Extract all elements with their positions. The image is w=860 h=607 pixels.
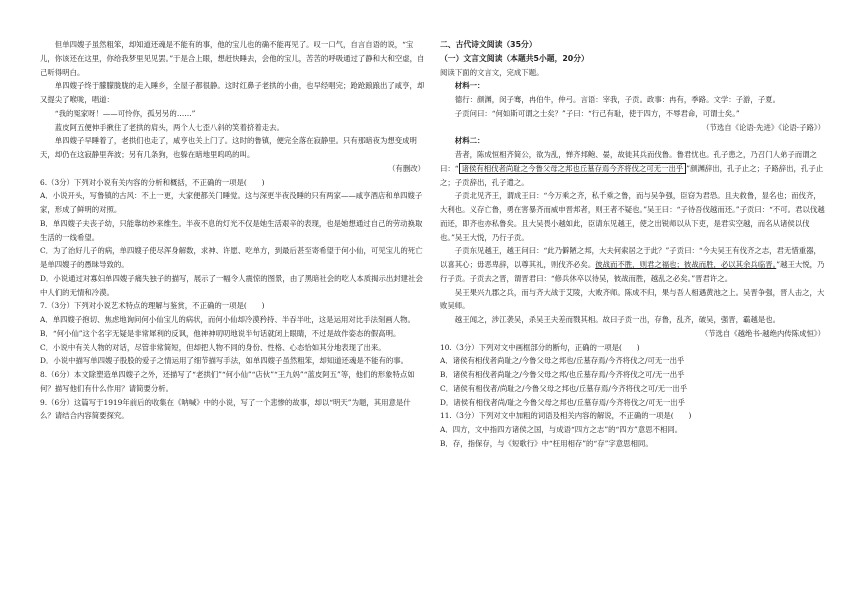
question-11-option-b: B．存，指保存，与《短歌行》中“枉用相存”的“存”字意思相同。 — [440, 438, 653, 448]
story-paragraph-5: 单四嫂子早睡着了，老拱们也走了，咸亨也关上门了。这时的鲁镇，便完全落在寂静里。只有那暗夜为想变成明天，却仍在这寂静里奔波；另有几条狗，也躲在暗地里呜呜的叫。 — [40, 136, 417, 159]
story-paragraph-2: 单四嫂子终于朦朦胧胧的走入睡乡，全屋子都很静。这时红鼻子老拱的小曲，也早经唱完；跄跄踉踉出了咸亨，却又提尖了喉咙，唱道： — [40, 81, 425, 104]
story-source-note: （有删改） — [388, 163, 425, 173]
material-2-paragraph-5: 越王闻之，涉江袭吴，杀吴王夫差而戮其相。故曰子贡一出，存鲁，乱齐，破吴，强晋，霸越是也。 — [454, 315, 780, 324]
material-1-line-1: 德行：颜渊，闵子骞，冉伯牛，仲弓。言语：宰我，子贡。政事：冉有，季路。文学：子游，子夏。 — [454, 95, 780, 104]
question-6-option-a: A．小说开头，写鲁镇的古风：不上一更，大家便都关门睡觉。这与深更半夜没睡的只有两家——咸亨酒店和单四嫂子家，形成了鲜明的对照。 — [40, 191, 423, 214]
question-11-option-a: A．四方，文中指四方诸侯之国，与成语“四方之志”的“四方”意思不相同。 — [440, 425, 683, 434]
question-7-option-d: D．小说中描写单四嫂子股股的爱子之情运用了细节描写手法，如单四嫂子虽然粗笨，却知道还魂是不能有的事。 — [40, 356, 409, 366]
question-10-option-c: C．诸侯有相伐者/尚耻之/今鲁父母之邦也/丘墓存焉/今齐将伐之可/无一出乎 — [440, 383, 688, 393]
section-title: 二、古代诗文阅读（35分） — [440, 40, 537, 49]
question-7-option-b: B．“何小仙”这个名字无疑是非常犀利的反讽，他神神叨叨地说半句话就闭上眼睛，不过是故作姿态的假高明。 — [40, 328, 401, 338]
material-2-paragraph-3 — [440, 244, 825, 285]
right-column — [440, 38, 825, 451]
question-7-stem: 7.（3分）下列对小说艺术特点的理解与鉴赏，不正确的一项是( ) — [40, 301, 265, 311]
story-paragraph-4: 蓝皮阿五便伸手揪住了老拱的肩头，两个人七歪八斜的笑着挤着走去。 — [54, 122, 284, 132]
material-2-paragraph-4: 吴王果兴九郡之兵，而与齐大战于艾陵，大败齐师。陈成不归，果与吾人相遇黄池之上。吴晋争强，晋人击之，大败吴师。 — [440, 287, 825, 311]
m2-p1-after: ”颜渊辞出，孔子止之；子路辞出，孔子止之；子贡辞出，孔子遣之。 — [440, 163, 824, 187]
story-paragraph-1: 但单四嫂子虽然粗笨，却知道还魂是不能有的事，他的宝儿也的确不能再见了。叹一口气，自言自语的说，“宝儿，你该还在这里，你给我梦里见见罢。”于是合上眼，想赶快睡去，会他的宝儿，苦苦的呼吸通过了静和大和空虚，自己听得明白。 — [40, 40, 425, 77]
material-2-source-note: （节选自《越绝书·越绝内传陈成恒》） — [700, 328, 825, 338]
m2-p1-before: 昔者，陈成恒相齐简公，欲为乱，惮齐邦鲍、晏，故徙其兵而伐鲁。鲁君忧也。孔子患之，乃召门人弟子而谓之曰：“ — [440, 150, 817, 173]
question-10-option-d: D．诸侯有相伐者尚/耻之今鲁父母之邦也/丘墓存焉/今齐将伐之/可无一出乎 — [440, 397, 685, 407]
question-10-stem: 10.（3分）下列对文中画框部分的断句，正确的一项是( ) — [440, 342, 640, 352]
underlined-passage: 彼战而不胜，则君之福也；彼战而胜，必以其余兵临晋。 — [595, 260, 777, 269]
question-7-option-c: C．小说中有关人物的对话，尽管非常简短，但却把人物不同的身份、性格、心态恰如其分地表现了出来。 — [40, 342, 386, 352]
question-7-option-a: A．单四嫂子抱切、焦虑地询问何小仙宝儿的病状，而何小仙却冷漠矜持、半吞半吐，这是运用对比手法刻画人物。 — [40, 315, 415, 324]
question-6-option-c: C．为了治好儿子的病，单四嫂子使尽浑身解数，求神、许愿、吃单方，到最后甚至寄希望于何小仙，可见宝儿的死亡是单四嫂子的愚昧导致的。 — [40, 246, 423, 269]
question-9: 9.（6分）这篇写于1919年前后的收集在《呐喊》中的小说，写了一个悲惨的故事，却以“明天”为题，其用意是什么？请结合内容简要探究。 — [40, 397, 411, 421]
reading-instruction: 阅读下面的文言文，完成下题。 — [440, 67, 544, 77]
m2-p3-part-b: ”越王大悦，乃行子贡。子贡去之晋，谓晋君曰：“修兵休卒以待吴，彼战而胜，越乱之必矣。”晋君许之。 — [440, 260, 825, 283]
right-questions — [440, 341, 825, 451]
m2-p3-part-a: 子贡东见越王，越王问曰：“此乃僻陋之邦，大夫何索居之于此？”子贡曰：“今夫吴王有伐齐之志，君无惜重器，以喜其心；毋恶卑辞，以尊其礼，则伐齐必矣。 — [440, 246, 821, 269]
material-2-paragraph-2: 子贡北见齐王，谓成王曰：“今万乘之齐，私千乘之鲁，而与吴争强，臣窃为君恐。且夫救鲁，显名也；而伐齐，大利也。义存亡鲁，勇在害暴齐而威申晋邦者，则王者不疑也。”吴王曰：“子待吾伐越而还。”子贡曰：“不可。君以伐越而还，即齐也亦私鲁矣。且大吴畏小越如此，臣请东见越王，使之出锐师以从下吏，是君实空越，而名从诸侯以伐也。”吴王大悦，乃行子贡。 — [440, 191, 825, 242]
left-column — [40, 38, 425, 423]
left-questions — [40, 176, 425, 424]
question-11-stem: 11.（3分）下列对文中加粗的词语及相关内容的解说，不正确的一项是( ) — [440, 411, 692, 421]
boxed-passage: 诸侯有相伐者尚耻之今鲁父母之邦也丘墓存焉今齐将伐之可无一出乎 — [459, 163, 687, 174]
subsection-title: （一）文言文阅读（本题共5小题，20分） — [440, 53, 589, 63]
material-2-label: 材料二： — [454, 136, 485, 146]
material-1-line-2: 子贡问曰：“何如斯可谓之士矣？”子曰：“行己有耻，使于四方，不辱君命，可谓士矣。” — [454, 108, 740, 118]
story-paragraph-3: “我的冤家呀！——可怜你，孤另另的……” — [54, 108, 196, 118]
question-6-option-b: B．单四嫂子夫丧子幼，只能靠纺纱来维生。半夜不息的灯光不仅是她生活艰辛的表现，也是她想通过自己的劳动换取生活的一线希望。 — [40, 218, 423, 242]
question-10-option-b: B．诸侯有相伐者尚耻之/今鲁父母之邦/也丘墓存焉/今齐将伐之可/无一出乎 — [440, 370, 685, 379]
question-6-stem: 6.（3分）下列对小说有关内容的分析和概括，不正确的一项是( ) — [40, 177, 265, 187]
material-2-paragraph-1 — [440, 148, 825, 189]
material-1-label: 材料一： — [454, 81, 485, 91]
question-10-option-a: A．诸侯有相伐者尚耻之/今鲁父母之邦也/丘墓存焉/今齐将伐之/可无一出乎 — [440, 356, 685, 366]
material-1-source-note: （节选自《论语·先进》《论语·子路》） — [702, 122, 825, 132]
question-8: 8.（6分）本文除塑造单四嫂子之外，还描写了“老拱们”“何小仙”“店伙”“王九妈”“蓝皮阿五”等，他们的形象特点如何？描写他们有什么作用？请简要分析。 — [40, 370, 415, 393]
question-6-option-d: D．小说通过对寡妇单四嫂子痛失独子的描写，展示了一幅令人震惊的图景，由了黑暗社会的吃人本质揭示出封建社会中人们的无情和冷漠。 — [40, 273, 423, 297]
